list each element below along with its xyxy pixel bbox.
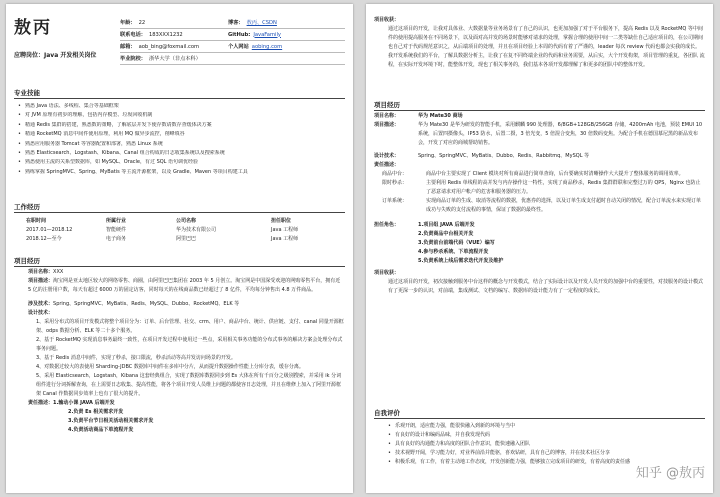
resp-item: 1.输动小课 JAVA 后端开发 [53,400,115,406]
candidate-name: 敖丙 [14,18,52,38]
blog-link[interactable]: 敖丙、CSDN [246,20,277,26]
self-eval-heading: 自我评价 [374,408,705,419]
table-cell: 2017.01—2018.12 [26,226,73,233]
header-cell: 所属行业 [106,218,127,224]
project-resp-label: 责任描述： [28,400,54,406]
project-name: XXX [53,269,64,275]
p2-gain: 通过这项目的开发，初次接触到服务中台这样的概念与开发模式，结合了实际设计以及开发人员开发的加强中台的重要性，对技服务的设计模式有了更深一步的认识，对前端，集成测试、文档的编写、数据库的设计能力有了一定程度的成长。 [388,279,704,294]
list-item: • 熟悉 Elasticsearch、Logstash、Kibana、Canal 组合构成的日志收集系统以及搜索系统 [18,150,343,159]
info-row [120,29,345,41]
header-cell: 担任职位 [271,218,292,224]
p2-design-label: 设计技术： [374,153,400,159]
resume-page-2 [366,4,713,493]
task-item: 3.负责前台前端代码（VUE）编写 [418,240,495,246]
list-item: • 熟悉使用主流的关系型数据库，如 MySQL、Oracle，有过 SQL 语句调优经验 [18,159,343,168]
task-item: 4.参与秒杀系统、下单流程开发 [418,249,489,255]
gain-label: 项目收获： [374,17,400,23]
table-row [14,234,344,243]
table-cell: 2018.12—至今 [26,236,62,242]
self-eval-list [374,422,705,467]
design-item: 2、基于 RocketMQ 实现消息事务最终一致性，在项目开发过程中使用过一些点，采用相关事务功能的分布式事务的解决方案会处理分布式事务问题。 [36,337,343,352]
info-row [120,41,345,53]
resp-row: 限时秒杀： 主要利用 Redis 单线程的高并发与内存操作这一特性，实现了商品秒杀，Redis 集群群联和完整过万的 QPS，Nginx 也防止了恶意请求对用户帐户的危害和服务器的压力。 [382,180,701,195]
table-cell: Java 工程师 [271,236,299,242]
p2-name: 华为 Mate30 商场 [418,113,463,119]
personal-info-table [120,17,345,65]
project-tech: Spring、SpringMVC、MyBatis、Redis、MySQL、Dubbo、RocketMQ、ELK 等 [53,301,240,307]
site-link[interactable]: aobing.com [251,44,283,50]
resp-row: 商品中台： 商品中台主要实现了 Client 模块对所有商品进行简单查询，后台要确实时清晰操作大大提升了整体服务的调用效率。 [382,171,684,177]
list-item: • 对 JVM 原理有初步的理解，包括内存模型、垃圾回收机制 [18,112,343,121]
p2-desc-label: 项目描述： [374,122,400,128]
resp-item: 4.负责活动商品下单流程开发 [68,427,134,433]
list-item: • 有良好的设计和编码品味，并自我发现代码 [374,431,705,440]
table-header [14,216,344,225]
email-label: 邮箱： [120,44,136,50]
p2-name-label: 项目名称： [374,113,400,119]
blog-label: 博客： [228,20,244,26]
github-link[interactable]: JavaFamily [253,31,281,38]
school-label: 毕业院校： [120,56,146,62]
list-item: • 具有良好的沟通能力和高度的团队合作意识，能快速融入团队 [374,440,705,449]
task-item: 5.负责系统上线后需求迭代开发及维护 [418,258,504,264]
site-label: 个人网站 [228,44,249,50]
project-desc-label: 项目描述： [28,278,54,284]
age-value: 22 [138,20,146,26]
work-heading: 工作经历 [14,202,345,213]
table-cell: Java 工程师 [271,227,299,233]
task-item: 2.负责商品中台相关开发 [418,231,474,237]
table-cell: 智能硬件 [106,227,127,233]
resp-item: 2.负责 Es 相关需求开发 [68,409,124,415]
gain-text: 通过这项目的开发，让我对具体业、大数据量等业务场景有了自己的认识，也更加加强了对于平台服务下，提高 Redis 以及 RocketMQ 等中间件的使用提高服务在不同场景下，以及面对高并发的场景时能够对请求的处理，掌握合理的使用中间一二类等缺仕自己适应项目的，在公司期间也自己对于代码规范意识之，从后端项目的处理，并且在项目经验上本周的代码有着了严谨的，leader 每次 review 代码也都会实我的成长。我开发系统我们的平台，了解具数据分析主，让我了在复不同终端企业的代码和业务需要，从后实，大个开发构架，项目管理的重复，各团队 流程，在实际开发环境下时，能整体开发，现也了相关事务的，我们基本各项开发都理解了和更多的团队中的整体开发。 [388,26,705,68]
p2-gain-label: 项目收获： [374,270,400,276]
list-item: • 熟悉 Java 语法、多线程、集合等基础框架 [18,103,343,112]
school-value: 浙华大学（非点本科） [148,56,201,62]
info-row [120,53,345,65]
project-tech-label: 涉及技术： [28,301,54,307]
design-item: 3、基于 Redis 消息中间件，实现了秒杀，接口限流，秒杀活动等高并发访问场景的开发。 [36,355,236,361]
info-row [120,17,345,29]
p2-tasks-label: 担任角色： [374,222,400,228]
p2-resp-label: 责任描述： [374,162,400,168]
age-label: 年龄： [120,20,136,26]
resp-item: 3.负责平台节日相关活动相关需求开发 [68,418,154,424]
table-cell: 阿里巴巴 [176,236,197,242]
list-item: • 熟悉应用服务器 Tomcat 等容器配置和部署，熟悉 Linux 系统 [18,141,343,150]
p2-design: Spring、SpringMVC、MyBatis、Dubbo、Redis、Rabbitmq、MySQL 等 [418,153,590,159]
project-desc: 淘宝网是亚太地区较大的网络零售、商圈，由阿里巴巴集团在 2003 年 5 月创立。淘宝网是中国深受欢迎的网购零售平台，拥有近 5 亿的注册用户数，每天有超过 6000 万的固定访客，同时每天的在线商品数已经超过了 8 亿件，平均每分钟售出 4.8 万件商品。 [28,278,341,293]
github-label: GitHub: [228,31,251,38]
list-item: • 精通 RocketMQ 消息中间件使用原理，利用 MQ 做异步流控，削峰填谷 [18,131,343,140]
header-cell: 公司名称 [176,218,197,224]
project-heading-2: 项目经历 [374,100,705,111]
project-2 [374,112,705,296]
skills-list [18,103,343,178]
list-item: • 乐观开朗，适应能力强，能很快融入到新的环境与当中 [374,422,705,431]
resp-row: 订单系统： 实现商品订单的生成、取消等流程的数据，优惠券的选择，以及订单生成支付超时自动关闭的情况，配合订单流水来实现订单成功与失败的支付流程的事情，保证了数据的最终性。 [382,198,702,213]
design-item: 5、采用 Elasticsearch，Logstash，Kibana 这套经典组合，实现了数据库数据同步到 Es 大体在所有千百分之级别搜索，并采用 ik 分词组件进行分词拆解查询，在上需要日志收集、提高性能，将各个项目开发人员维上问题的都使容日志处理，并且在维修上加入了阿里开源框架 Canal 作数据同步效率上也有了很大的提升。 [36,373,342,397]
skills-heading: 专业技能 [14,88,345,99]
table-row [14,225,344,234]
header-cell: 在职时间 [26,218,47,224]
project-name-label: 项目名称： [28,269,54,275]
watermark: 知乎 @敖丙 [635,466,705,481]
list-item: • 技术视野开阔，学习能力好，对业界前沿并能驱，喜欢钻研，具有自己的博客，并在技术社区分享 [374,449,705,458]
list-item: • 积极乐观，有工作，有着主动地工作态度，开发创新能力强，能够独立完成项目的研发，有着高度的责任感 [374,458,705,467]
email-value: aob_bing@foxmail.com [138,44,200,50]
project-1-gain [374,16,705,70]
table-cell: 电子商务 [106,236,127,242]
project-heading: 项目经历 [14,256,345,267]
project-1 [14,268,345,435]
table-cell: 华为技术有限公司 [176,227,217,233]
list-item: • 熟练掌握 SpringMVC、Spring、MyBatis 等主流开源框架，以及 Gradle、Maven 等项目构建工具 [18,169,343,178]
p2-desc: 华为 Mate30 是华为研发的智能手机，采用麒麟 990 处理器，6/8GB+128GB/256GB 存储，4200mAh 电池，预装 EMUI 10 系统，后置四摄像头，IP53 防水，后置二摄，3 倍光变，5 倍混合变焦，30 倍数码变焦。为配合手机在德国慕尼黑的新品发布会，开发了对应的商城帮助销售。 [418,122,703,146]
design-item: 4、对数据过较大的表使用 Sharding-JDBC 数据库中间件在多库中分片，从而提升数据操作性能上分库分表，缓存分离。 [36,364,304,370]
project-design-label: 设计技术： [28,310,54,316]
phone-label: 联系电话： [120,32,146,38]
job-intent: 应聘岗位：Java 开发相关岗位 [14,52,97,59]
work-table [14,216,344,243]
phone-value: 183XXX1232 [148,32,183,38]
task-item: 1.项目组 JAVA 后端开发 [418,222,475,228]
list-item: • 精通 Redis 集群的搭建，熟悉数的策略，了解底层并发下使存数请数存查缓体决方案 [18,122,343,131]
design-item: 1、采用分布式的项目开发模式将整个项目分为：订单、后台管理、社交、crm、用户、商品中台、统计、供应链、支付、canal 同量开源框架、odps 数据分析、ELK 等二十多个服务。 [36,319,344,334]
resume-page-1 [6,4,353,493]
